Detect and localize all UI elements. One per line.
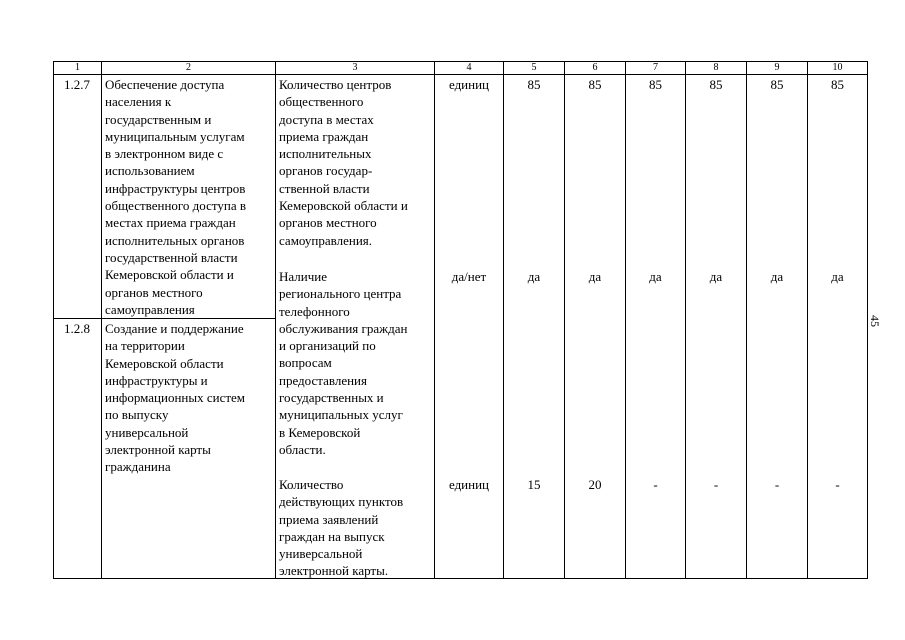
column-number-3: 3	[352, 62, 358, 73]
indicator-value: да	[527, 269, 541, 284]
column-number-8: 8	[713, 62, 719, 73]
indicator-value: да	[770, 269, 784, 284]
indicator-value: да	[709, 269, 723, 284]
table-border-bottom	[53, 578, 868, 579]
indicator-unit: единиц	[448, 77, 490, 92]
column-divider	[503, 61, 504, 579]
column-divider	[564, 61, 565, 579]
row-number: 1.2.8	[64, 321, 90, 336]
column-number-7: 7	[653, 62, 658, 73]
indicator-text: Количество центров общественного доступа в местах приема граждан исполнительных органов государ- ственной власти Кемеровской области и органов местного самоуправления.	[279, 77, 408, 248]
column-divider	[275, 61, 276, 579]
column-number-2: 2	[186, 62, 191, 73]
column-number-10: 10	[832, 62, 843, 73]
column-divider	[101, 61, 102, 579]
indicator-value: да	[588, 269, 602, 284]
column-number-5: 5	[531, 62, 537, 73]
indicator-value: 15	[527, 477, 541, 492]
indicator-value: 85	[649, 77, 662, 92]
table-border-left	[53, 61, 54, 579]
indicator-value: 85	[588, 77, 602, 92]
column-divider	[746, 61, 747, 579]
column-divider	[434, 61, 435, 579]
indicator-value: -	[653, 477, 658, 492]
column-number-6: 6	[592, 62, 598, 73]
column-number-9: 9	[774, 62, 780, 73]
indicator-value: -	[713, 477, 719, 492]
column-divider	[807, 61, 808, 579]
indicator-value: 85	[770, 77, 784, 92]
column-divider	[625, 61, 626, 579]
column-divider	[685, 61, 686, 579]
indicator-text: Наличие регионального центра телефонного обслуживания граждан и организаций по вопросам предоставления государственных и муниципальных услуг в Кемеровской области.	[279, 269, 408, 457]
header-row-divider	[53, 74, 868, 75]
column-number-1: 1	[75, 62, 80, 73]
indicator-value: 85	[831, 77, 844, 92]
measure-name: Обеспечение доступа населения к государственным и муниципальным услугам в электронном виде с использованием инфраструктуры центров общественного доступа в местах приема граждан исполнительных органов государственной власти Кемеровской области и органов местного самоуправления	[105, 77, 247, 317]
indicator-value: 85	[709, 77, 723, 92]
indicator-value: да	[649, 269, 662, 284]
indicator-text: Количество действующих пунктов приема заявлений граждан на выпуск универсальной электронной карты.	[279, 477, 404, 579]
measure-name: Создание и поддержание на территории Кемеровской области инфраструктуры и информационных систем по выпуску универсальной электронной карты гражданина	[105, 321, 246, 475]
indicator-unit: да/нет	[451, 269, 487, 284]
indicator-value: -	[774, 477, 780, 492]
indicator-value: -	[835, 477, 840, 492]
indicator-value: да	[831, 269, 844, 284]
column-number-4: 4	[466, 62, 472, 73]
page-number: 45	[868, 315, 882, 327]
indicator-unit: единиц	[448, 477, 490, 492]
indicator-value: 20	[588, 477, 602, 492]
indicator-value: 85	[527, 77, 541, 92]
row-number: 1.2.7	[64, 77, 90, 92]
